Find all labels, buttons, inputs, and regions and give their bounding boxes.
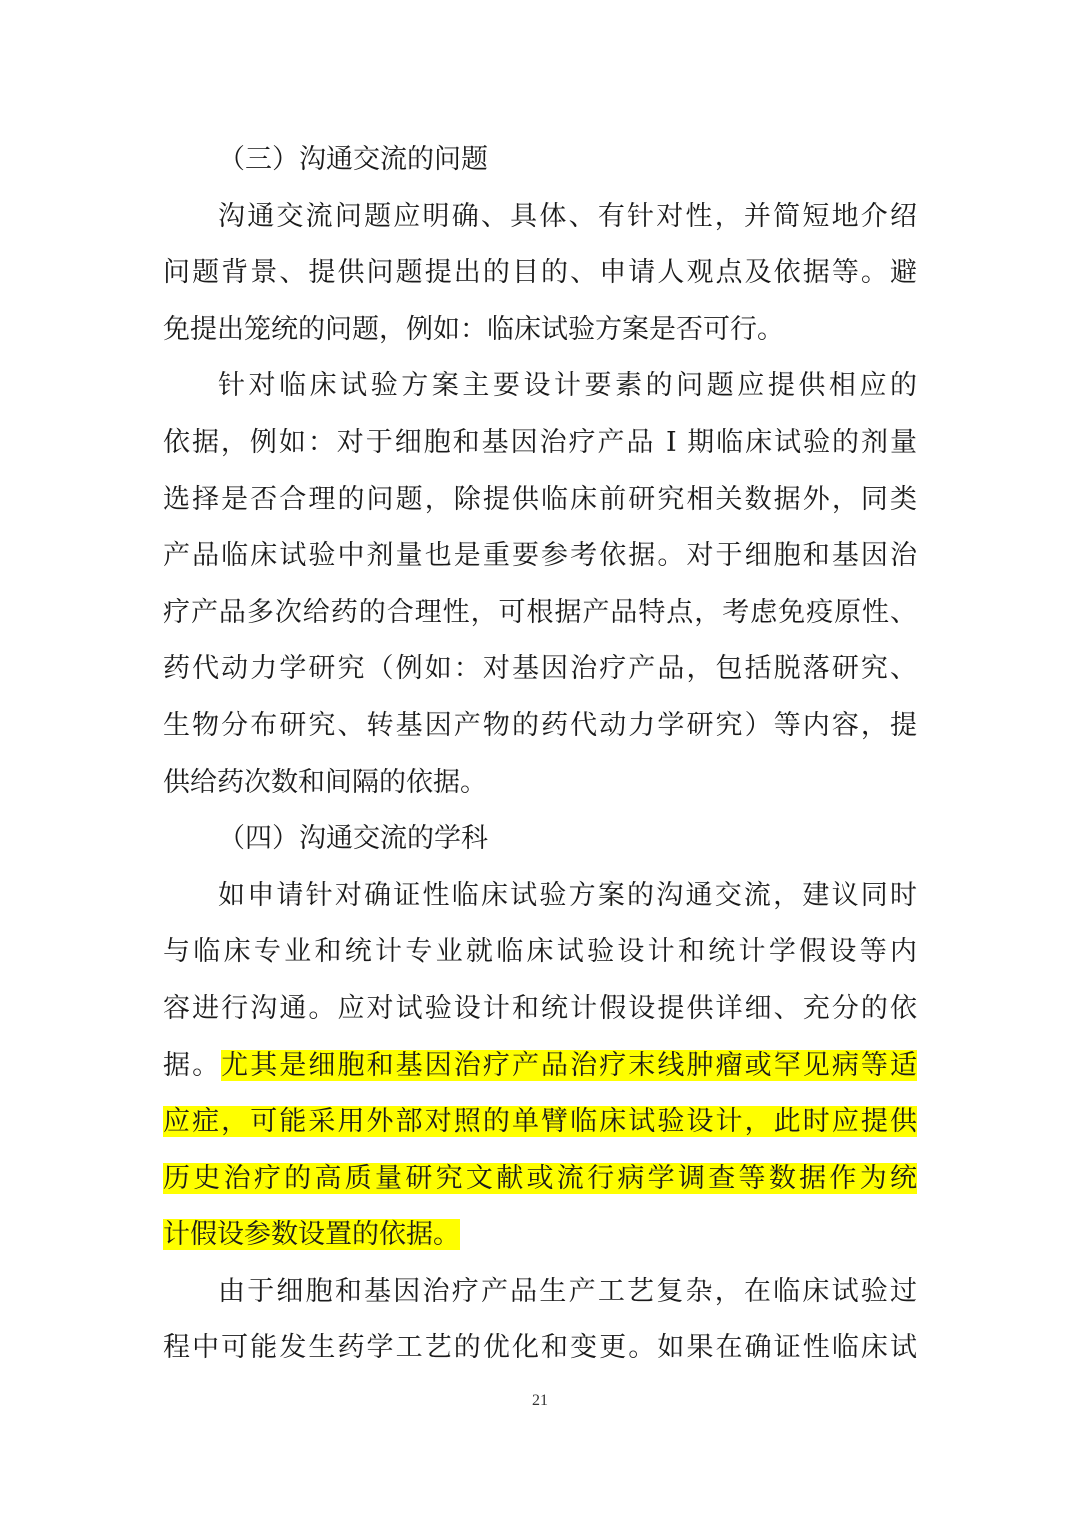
highlighted-text: 应症，可能采用外部对照的单臂临床试验设计，此时应提供 bbox=[163, 1106, 917, 1138]
highlighted-text: 尤其是细胞和基因治疗产品治疗末线肿瘤或罕见病等适 bbox=[221, 1049, 918, 1081]
paragraph-line: 如申请针对确证性临床试验方案的沟通交流，建议同时 bbox=[218, 879, 917, 911]
paragraph-line: 容进行沟通。应对试验设计和统计假设提供详细、充分的依 bbox=[163, 992, 917, 1024]
paragraph-line: 由于细胞和基因治疗产品生产工艺复杂，在临床试验过 bbox=[218, 1275, 917, 1307]
paragraph-line: 疗产品多次给药的合理性，可根据产品特点，考虑免疫原性、 bbox=[163, 596, 917, 628]
paragraph-line: 药代动力学研究（例如：对基因治疗产品，包括脱落研究、 bbox=[163, 653, 917, 685]
paragraph-line: 问题背景、提供问题提出的目的、申请人观点及依据等。避 bbox=[163, 257, 917, 289]
paragraph-line: 生物分布研究、转基因产物的药代动力学研究）等内容，提 bbox=[163, 709, 917, 741]
highlighted-text: 计假设参数设置的依据。 bbox=[163, 1219, 460, 1251]
paragraph-line: 针对临床试验方案主要设计要素的问题应提供相应的 bbox=[218, 370, 917, 402]
highlighted-line bbox=[163, 1094, 917, 1151]
section-heading-4: （四）沟通交流的学科 bbox=[218, 823, 488, 855]
highlighted-line bbox=[163, 1151, 917, 1208]
plain-text: 据。 bbox=[163, 1049, 222, 1081]
highlighted-text: 历史治疗的高质量研究文献或流行病学调查等数据作为统 bbox=[163, 1162, 917, 1194]
paragraph-line: 与临床专业和统计专业就临床试验设计和统计学假设等内 bbox=[163, 936, 917, 968]
paragraph-line-mixed bbox=[163, 1038, 917, 1095]
section-heading-3: （三）沟通交流的问题 bbox=[218, 144, 488, 175]
paragraph-line: 依据，例如：对于细胞和基因治疗产品 I 期临床试验的剂量 bbox=[163, 426, 917, 458]
document-body bbox=[163, 132, 917, 1377]
highlighted-line bbox=[163, 1207, 917, 1264]
paragraph-line: 供给药次数和间隔的依据。 bbox=[163, 766, 487, 798]
paragraph-line: 程中可能发生药学工艺的优化和变更。如果在确证性临床试 bbox=[163, 1332, 917, 1364]
page-number: 21 bbox=[532, 1392, 548, 1409]
paragraph-line: 沟通交流问题应明确、具体、有针对性，并简短地介绍 bbox=[218, 200, 917, 232]
paragraph-line: 产品临床试验中剂量也是重要参考依据。对于细胞和基因治 bbox=[163, 540, 917, 572]
paragraph-line: 免提出笼统的问题，例如：临床试验方案是否可行。 bbox=[163, 313, 784, 345]
paragraph-line: 选择是否合理的问题，除提供临床前研究相关数据外，同类 bbox=[163, 483, 917, 515]
